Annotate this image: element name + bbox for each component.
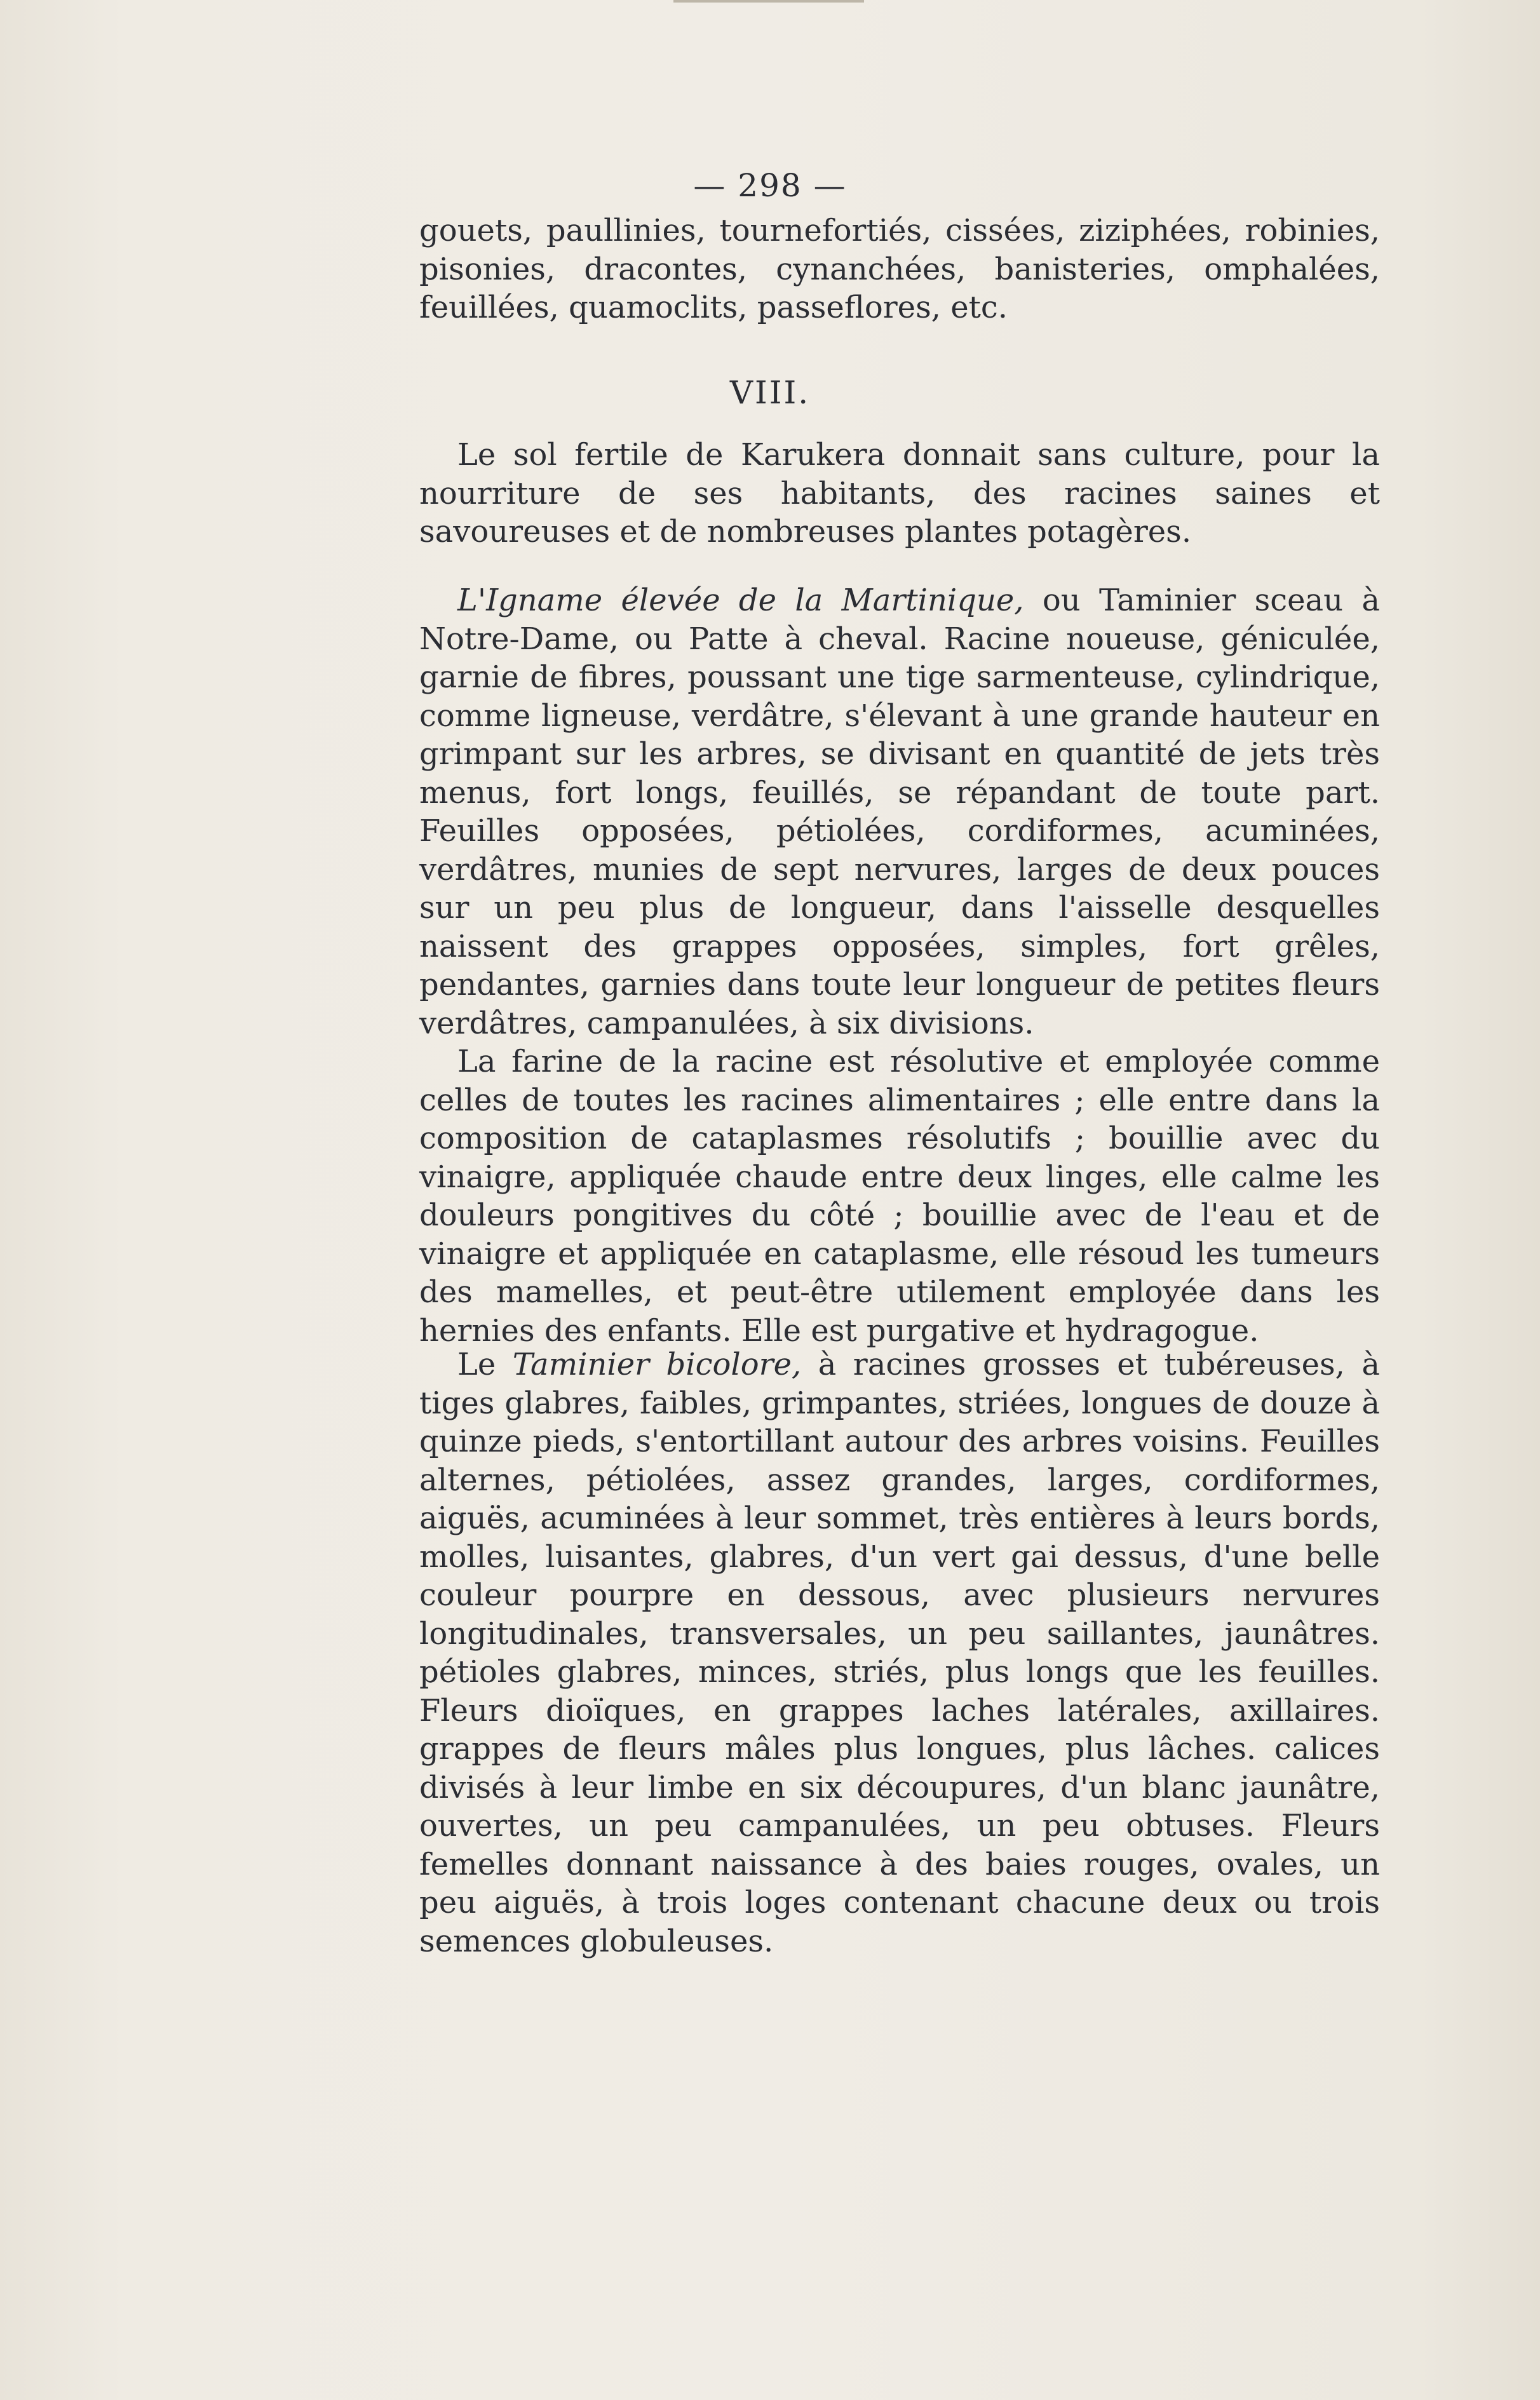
section-heading: VIII. — [729, 374, 811, 411]
intro-paragraph: Le sol fertile de Karukera donnait sans culture, pour la nourriture de ses habitants, des racines saines et savoureuses et de nombreuses plantes potagères. — [419, 437, 1380, 549]
taminier-name: Taminier bicolore, — [512, 1347, 802, 1382]
continuation-paragraph: gouets, paullinies, tournefortiés, cissées, ziziphées, robinies, pisonies, dracontes, cynanchées, banisteries, omphalées, feuillées, quamoclits, passeflores, etc. — [419, 213, 1380, 325]
igname-name: L'Igname élevée de la Martinique, — [457, 583, 1024, 618]
page-number: — 298 — — [693, 167, 847, 204]
taminier-block — [419, 1345, 1380, 1960]
taminier-paragraph — [419, 1345, 1380, 1960]
igname-paragraph — [419, 581, 1380, 1042]
taminier-lead: Le — [457, 1347, 513, 1382]
continuation-block — [419, 212, 1380, 327]
farine-paragraph: La farine de la racine est résolutive et employée comme celles de toutes les racines alimentaires ; elle entre dans la composition de cataplasmes résolutifs ; bouillie avec du vinaigre, appliquée chaude entre deux linges, elle calme les douleurs pongitives du côté ; bouillie avec de l'eau et de vinaigre et appliquée en cataplasme, elle résoud les tumeurs des mamelles, et peut-être utilement employée dans les hernies des enfants. Elle est purgative et hydragogue. — [419, 1044, 1380, 1349]
page-edge-rule — [673, 0, 864, 3]
igname-text: ou Taminier sceau à Notre-Dame, ou Patte à cheval. Racine noueuse, géniculée, garnie de fibres, poussant une tige sarmenteuse, cylindrique, comme ligneuse, verdâtre, s'élevant à une grande hauteur en grimpant sur les arbres, se divisant en quantité de jets très menus, fort longs, feuillés, se répandant de toute part. Feuilles opposées, pétiolées, cordiformes, acuminées, verdâtres, munies de sept nervures, larges de deux pouces sur un peu plus de longueur, dans l'aisselle desquelles naissent des grappes opposées, simples, fort grêles, pendantes, garnies dans toute leur longueur de petites fleurs verdâtres, campanulées, à six divisions. — [419, 583, 1380, 1041]
igname-block — [419, 581, 1380, 1350]
intro-block — [419, 436, 1380, 551]
taminier-text: à racines grosses et tubéreuses, à tiges glabres, faibles, grimpantes, striées, longues de douze à quinze pieds, s'entortillant autour des arbres voisins. Feuilles alternes, pétiolées, assez grandes, larges, cordiformes, aiguës, acuminées à leur sommet, très entières à leurs bords, molles, luisantes, glabres, d'un vert gai dessus, d'une belle couleur pourpre en dessous, avec plusieurs nervures longitudinales, transversales, un peu saillantes, jaunâtres. pétioles glabres, minces, striés, plus longs que les feuilles. Fleurs dioïques, en grappes laches latérales, axillaires. grappes de fleurs mâles plus longues, plus lâches. calices divisés à leur limbe en six découpures, d'un blanc jaunâtre, ouvertes, un peu campanulées, un peu obtuses. Fleurs femelles donnant naissance à des baies rouges, ovales, un peu aiguës, à trois loges contenant chacune deux ou trois semences globuleuses. — [419, 1347, 1380, 1959]
